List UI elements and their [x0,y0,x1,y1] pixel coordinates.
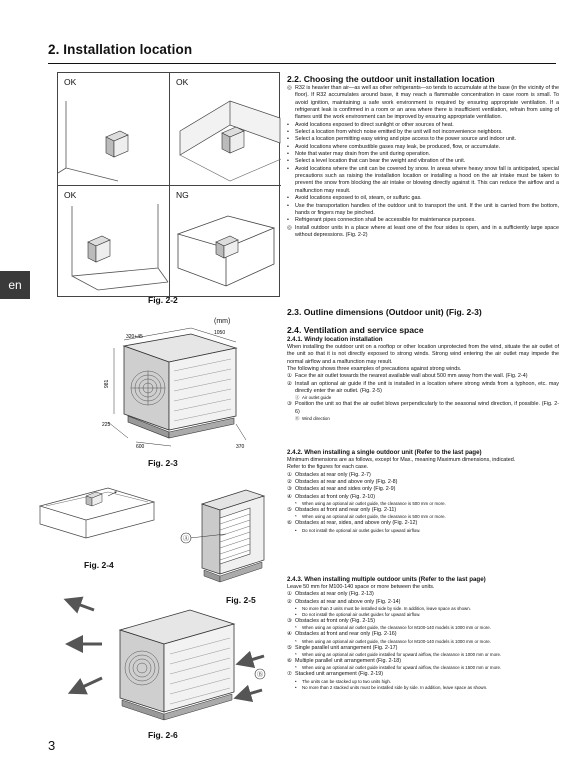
fig-2-6-caption: Fig. 2-6 [148,730,178,740]
multiple-unit-list [287,591,559,690]
item-marker: ① [287,471,292,478]
item-marker: ⑤ [287,507,292,514]
dim-top-left: 320+45 [126,334,143,340]
fig-2-3-caption: Fig. 2-3 [148,458,178,468]
bullet-marker: • [287,121,289,128]
note-text: Do not install the optional air outlet guides for upward airflow. [302,527,421,533]
bullet-text: Refrigerant pipes connection shall be accessible for maintenance purposes. [295,217,476,224]
item-text: Obstacles at front only (Fig. 2-15) [295,618,375,625]
dim-height: 981 [104,379,110,388]
fig-2-2-label-1: OK [64,77,77,87]
section-2-4-2-para2: Refer to the figures for each case. [287,464,369,471]
item-text: Multiple parallel unit arrangement (Fig. 2-18) [295,658,402,665]
fig-2-5-callout: Ⓐ [183,535,190,543]
item-text: Obstacles at rear and above only (Fig. 2-14) [295,598,401,605]
item-text: Install an optional air guide if the unit is installed in a location where strong winds from a typhoon, etc. may directly enter the air outlet. (Fig. 2-5) [295,380,559,395]
note-text: When using an optional air outlet guide installed for upward airflow, the clearance is 1500 mm or more. [302,665,502,671]
fig-2-2-cell-1 [58,73,169,185]
list-item [287,373,559,380]
note-text: When using an optional air outlet guide, the clearance is 500 mm or more. [302,514,446,520]
item-text: Obstacles at rear and sides only (Fig. 2-9) [295,486,396,493]
item-marker: ④ [287,493,292,500]
outdoor-unit-dimension-drawing [96,326,256,451]
note-marker: * [295,638,297,644]
bullet-marker: • [287,158,289,165]
section-2-2-heading: 2.2. Choosing the outdoor unit installation location [287,74,495,84]
bullet-text: Select a location permitting easy wiring and pipe access to the power source and indoor unit. [295,136,517,143]
dim-top: 1050 [214,330,226,336]
section-2-4-2-heading: 2.4.2. When installing a single outdoor unit (Refer to the last page) [287,449,482,456]
bullet-marker: • [287,202,289,209]
item-marker: ② [287,479,292,486]
fig-2-2-label-2: OK [176,77,189,87]
list-item [287,631,559,638]
page-title: 2. Installation location [48,42,193,57]
note-marker: * [295,625,297,631]
note-marker: Ⓑ [295,416,300,422]
note-text: No more than 2 stacked units must be installed side by side. In addition, leave space as shown. [302,684,488,690]
bullet-marker: • [287,195,289,202]
location-bullets [287,122,559,225]
bullet-text: Avoid locations where combustible gases may leak, be produced, flow, or accumulate. [295,143,501,150]
section-2-4-2 [287,449,559,534]
section-2-4-3 [287,576,559,691]
note-text: No more than 3 units must be installed side by side. In addition, leave space as shown. [302,606,471,612]
list-item [287,381,559,396]
note-marker: * [295,665,297,671]
note-text: Wind direction [302,416,330,422]
item-text: Face the air outlet towards the nearest available wall about 500 mm away from the wall. (Fig. 2-4) [295,373,528,380]
item-text: Obstacles at rear only (Fig. 2-7) [295,471,371,478]
list-item [287,486,559,493]
item-text: Position the unit so that the air outlet blows perpendicularly to the seasonal wind direction, if possible. (Fig. 2-6) [295,401,559,415]
list-item [287,472,559,479]
note-text: When using an optional air outlet guide, the clearance for M100-140 models is 1000 mm or more. [302,625,491,631]
intro-paragraph: ◎ R32 is heavier than air—as well as other refrigerants—so tends to accumulate at the base (in the vicinity of the floor). If R32 accumulates around base, it may reach a flammable concentration in case room is small. To avoid ignition, maintaining a safe work environment is required by ensuring appropriate ventilation. If a refrigerant leak is confirmed in a room or an area where there is insufficient ventilation, refrain from using of flames until the work environment can be improved by ensuring appropriate ventilation. [287,85,559,121]
bullet-marker: • [287,136,289,143]
section-2-4-1-para2: The following shows three examples of precautions against strong winds. [287,366,462,373]
bullet-text: Avoid locations exposed to direct sunlight or other sources of heat. [295,121,454,128]
list-item [287,217,559,224]
windy-precautions-list [287,373,559,422]
note-marker: * [295,652,297,658]
list-item [287,401,559,416]
section-2-2 [287,74,559,239]
list-item [287,479,559,486]
fig-2-2-label-3: OK [64,190,77,200]
item-text: Obstacles at rear only (Fig. 2-13) [295,591,374,598]
bullet-text: Select a level location that can bear the weight and vibration of the unit. [295,158,466,165]
item-marker: ④ [287,631,292,638]
list-item [287,144,559,151]
fig-2-2-grid [57,72,280,297]
note-text: When using an optional air outlet guide, the clearance is 500 mm or more. [302,501,446,507]
open-space-illustration [58,73,169,185]
bullet-text: Use the transportation handles of the outdoor unit to transport the unit. If the unit is carried from the bottom, hands or fingers may be pinched. [295,202,559,216]
item-marker: ① [287,373,292,380]
language-tab: en [0,271,30,299]
section-2-4-3-heading: 2.4.3. When installing multiple outdoor units (Refer to the last page) [287,576,486,583]
enclosed-pit-illustration [170,186,281,298]
dim-bottom-a: 225 [102,422,111,428]
single-unit-list [287,472,559,534]
corner-wall-illustration [170,73,281,185]
item-marker: ② [287,598,292,605]
note-marker: • [295,527,297,533]
closing-paragraph: ◎ Install outdoor units in a place where at least one of the four sides is open, and in a sufficiently large space without depressions. (Fig. 2-2) [287,224,559,238]
item-marker: ③ [287,618,292,625]
bullet-marker: • [287,143,289,150]
item-marker: ② [287,380,292,387]
note-text: When using an optional air outlet guide, the clearance for M100-140 models is 1000 mm or more. [302,638,491,644]
list-item [287,166,559,195]
item-marker: ⑦ [287,671,292,678]
section-header [48,42,556,64]
rooftop-wall-illustration [38,474,158,549]
list-item [287,591,559,598]
item-text: Single parallel unit arrangement (Fig. 2-17) [295,644,398,651]
list-item [287,507,559,514]
item-text: Stacked unit arrangement (Fig. 2-19) [295,671,384,678]
note-marker: * [295,501,297,507]
list-item [287,618,559,625]
note-text: Do not install the optional air outlet guides for upward airflow. [302,612,421,618]
item-text: Obstacles at front and rear only (Fig. 2-16) [295,631,397,638]
item-marker: ① [287,591,292,598]
three-wall-illustration [58,186,169,298]
section-2-4-1-para1: When installing the outdoor unit on a rooftop or other location unprotected from the wind, situate the air outlet of the unit so that it is not directly exposed to strong winds. Strong wind entering the air outlet may impede the normal airflow and a malfunction may result. [287,344,559,365]
note-marker: • [295,678,297,684]
list-item [287,151,559,158]
section-2-4-3-para1: Leave 50 mm for M100-140 space or more between the units. [287,584,435,590]
fig-2-4-caption: Fig. 2-4 [84,560,114,570]
note-marker: Ⓐ [295,395,300,401]
fig-2-6-callout: Ⓑ [257,671,264,679]
fig-2-5-caption: Fig. 2-5 [226,595,256,605]
bullet-text: Select a location from which noise emitted by the unit will not inconvenience neighbors. [295,129,503,136]
fig-2-2-label-4: NG [176,190,189,200]
list-item [287,658,559,665]
list-item [287,520,559,527]
list-item [287,494,559,501]
unit-note: (mm) [214,318,231,325]
fig-2-2-cell-4 [170,186,281,298]
section-2-4-1-heading: 2.4.1. Windy location installation [287,336,383,343]
bullet-text: Avoid locations exposed to oil, steam, or sulfuric gas. [295,195,422,202]
fig-2-2-cell-3 [58,186,169,298]
note-text: Air outlet guide [302,395,332,401]
wind-direction-illustration [58,596,268,726]
note-text: The units can be stacked up to two units high. [302,678,392,684]
note-marker: • [295,684,297,690]
bullet-text: Avoid locations where the unit can be covered by snow. In areas where heavy snow fall is anticipated, special precautions such as raising the installation location or installing a hood on the air intake must be taken to prevent the snow from blocking the air intake or blowing directly against it. This can reduce the airflow and a malfunction may result. [295,165,559,194]
section-2-4-2-para1: Minimum dimensions are as follows, except for Max., meaning Maximum dimensions, indicated. [287,457,516,463]
bullet-text: Note that water may drain from the unit during operation. [295,151,431,158]
item-marker: ⑥ [287,658,292,665]
list-item [287,158,559,165]
item-text: Obstacles at rear, sides, and above only (Fig. 2-12) [295,520,418,527]
item-text: Obstacles at rear and above only (Fig. 2-8) [295,479,398,486]
list-item [287,671,559,678]
note-marker: * [295,514,297,520]
bullet-marker: • [287,129,289,136]
list-item [287,129,559,136]
note-text: When using an optional air outlet guide installed for upward airflow, the clearance is 1000 mm or more. [302,652,502,658]
fig-2-2-cell-2 [170,73,281,185]
section-2-3 [287,307,559,318]
list-item [287,195,559,202]
item-text: Obstacles at front only (Fig. 2-10) [295,493,375,500]
bullet-marker: • [287,217,289,224]
note-marker: • [295,612,297,618]
item-marker: ⑥ [287,520,292,527]
section-2-4-heading: 2.4. Ventilation and service space [287,325,424,335]
item-marker: ③ [287,486,292,493]
list-item [287,203,559,218]
air-outlet-guide-illustration [168,474,268,592]
list-item [287,599,559,606]
item-note [287,685,559,691]
item-note [287,528,559,534]
dim-bottom-c: 370 [236,444,245,450]
section-2-3-heading: 2.3. Outline dimensions (Outdoor unit) (Fig. 2-3) [287,307,482,317]
page-number: 3 [48,738,56,753]
note-marker: • [295,606,297,612]
item-text: Obstacles at front and rear only (Fig. 2-11) [295,507,397,514]
item-marker: ③ [287,401,292,408]
item-marker: ⑤ [287,644,292,651]
bullet-marker: • [287,151,289,158]
list-item [287,122,559,129]
list-item [287,136,559,143]
fig-2-2-caption: Fig. 2-2 [148,295,178,305]
item-note [287,416,559,422]
list-item [287,645,559,652]
bullet-marker: • [287,165,289,172]
section-2-4 [287,325,559,422]
dim-bottom-b: 600 [136,444,145,450]
